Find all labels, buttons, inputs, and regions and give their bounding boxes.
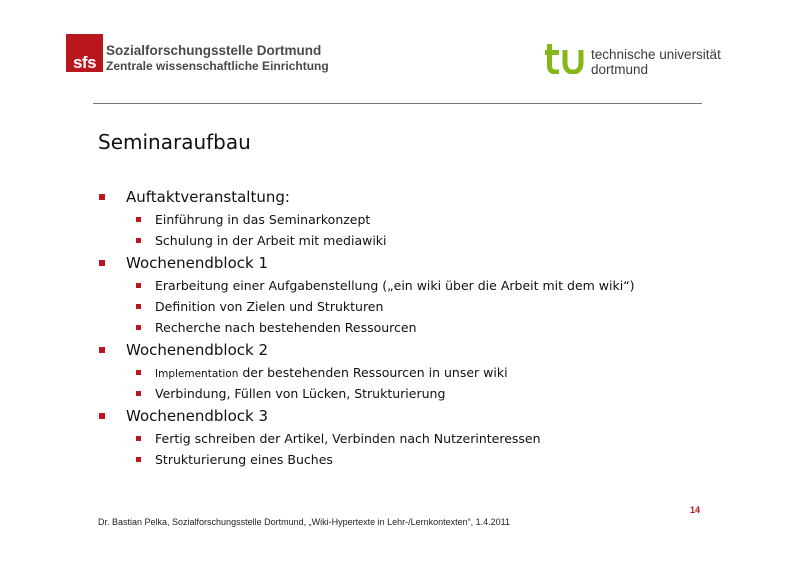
tu-org-text: [591, 47, 721, 77]
bullet-icon: [99, 194, 105, 200]
bullet-icon: [136, 370, 141, 375]
sub-list-item-label: Definition von Zielen und Strukturen: [155, 299, 384, 314]
sub-list-item: [98, 209, 738, 230]
tu-name-line-2: dortmund: [591, 62, 649, 77]
sub-list-item: [98, 428, 738, 449]
bullet-icon: [136, 238, 141, 243]
list-item: [98, 404, 738, 428]
list-item-label: Wochenendblock 3: [126, 407, 268, 425]
list-item-label: Wochenendblock 2: [126, 341, 268, 359]
bullet-icon: [99, 260, 105, 266]
sub-list-item-label-small: Implementation: [155, 368, 239, 380]
sub-list-item: [98, 275, 738, 296]
sfs-logo: [66, 34, 103, 72]
bullet-list: [98, 185, 738, 470]
sfs-org-subtitle: Zentrale wissenschaftliche Einrichtung: [106, 59, 329, 73]
sub-list-item: [98, 362, 738, 383]
sub-list-item-label: der bestehenden Ressourcen in unser wiki: [238, 365, 508, 380]
bullet-icon: [99, 413, 105, 419]
tu-name-line-1: technische universität: [591, 47, 721, 62]
bullet-icon: [136, 457, 141, 462]
tu-logo: [544, 44, 584, 74]
sfs-logo-text: sfs: [72, 53, 97, 72]
sub-list-item-label: Schulung in der Arbeit mit mediawiki: [155, 233, 387, 248]
sub-list-item: [98, 317, 738, 338]
bullet-icon: [99, 347, 105, 353]
list-item-label: Wochenendblock 1: [126, 254, 268, 272]
list-item: [98, 185, 738, 209]
bullet-icon: [136, 436, 141, 441]
slide-title: Seminaraufbau: [98, 130, 251, 154]
footer-citation: Dr. Bastian Pelka, Sozialforschungsstelle Dortmund, „Wiki-Hypertexte in Lehr-/Lernkontexten“, 1.4.2011: [98, 517, 511, 527]
sub-list-item: [98, 296, 738, 317]
sub-list-item-label: Recherche nach bestehenden Ressourcen: [155, 320, 417, 335]
bullet-icon: [136, 304, 141, 309]
list-item-label: Auftaktveranstaltung:: [126, 188, 290, 206]
sub-list-item-label: Verbindung, Füllen von Lücken, Strukturierung: [155, 386, 446, 401]
list-item: [98, 338, 738, 362]
bullet-icon: [136, 325, 141, 330]
header-divider: [93, 103, 702, 104]
bullet-icon: [136, 217, 141, 222]
sub-list-item-label: Strukturierung eines Buches: [155, 452, 333, 467]
sfs-org-name: Sozialforschungsstelle Dortmund: [106, 43, 322, 58]
sfs-org-text: [106, 43, 329, 74]
sub-list-item: [98, 383, 738, 404]
list-item: [98, 251, 738, 275]
bullet-icon: [136, 391, 141, 396]
sub-list-item: [98, 449, 738, 470]
page-number: 14: [690, 505, 701, 515]
sub-list-item-label: Fertig schreiben der Artikel, Verbinden nach Nutzerinteressen: [155, 431, 541, 446]
sub-list-item-label: Einführung in das Seminarkonzept: [155, 212, 371, 227]
sub-list-item: [98, 230, 738, 251]
bullet-icon: [136, 283, 141, 288]
sub-list-item-label: Erarbeitung einer Aufgabenstellung („ein wiki über die Arbeit mit dem wiki“): [155, 278, 635, 293]
